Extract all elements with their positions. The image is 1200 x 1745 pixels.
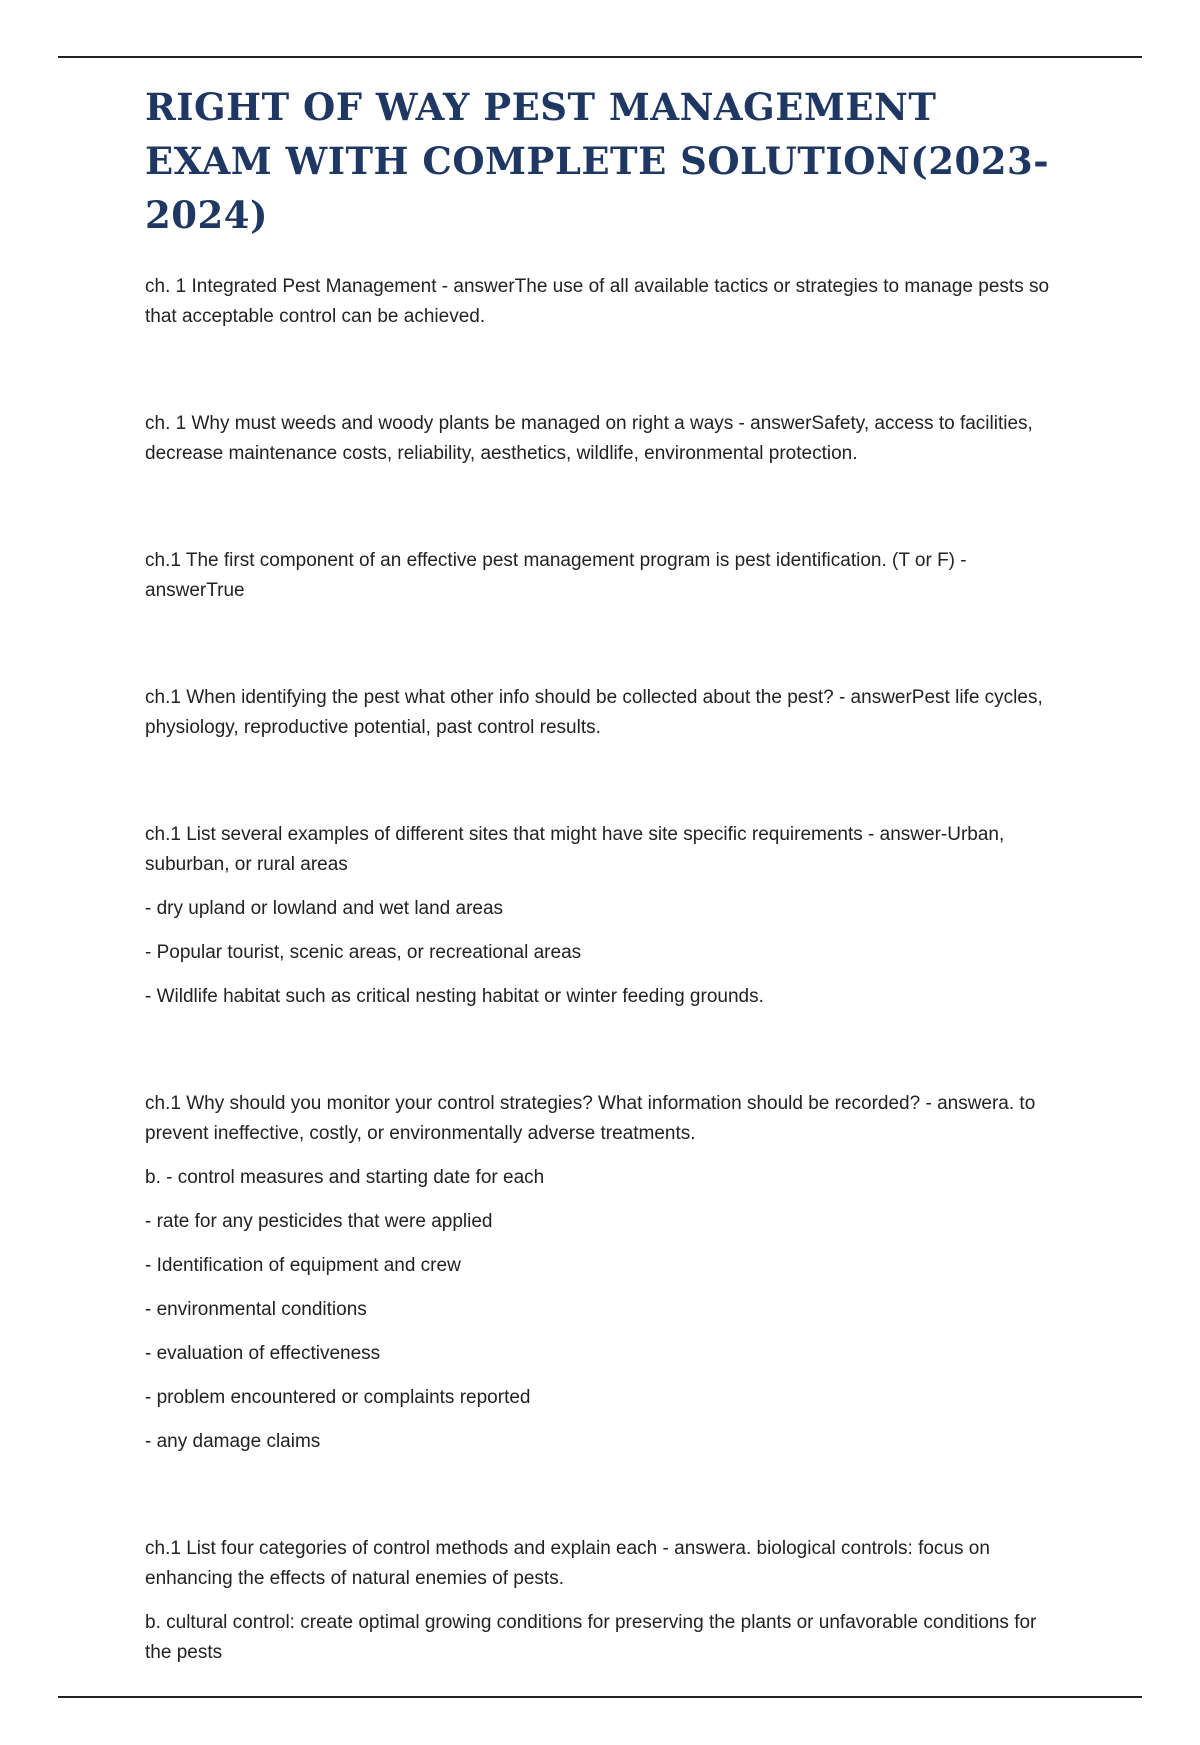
qa-line: - problem encountered or complaints reported: [145, 1387, 531, 1408]
bottom-rule: [58, 1696, 1142, 1698]
qa-item-5: [145, 820, 1065, 1012]
qa-line: - Identification of equipment and crew: [145, 1255, 461, 1276]
qa-line: b. - control measures and starting date for each: [145, 1167, 545, 1188]
qa-line: ch. 1 Integrated Pest Management - answerThe use of all available tactics or strategies to manage pests so that acceptable control can be achieved.: [145, 276, 1050, 327]
qa-line: - environmental conditions: [145, 1299, 367, 1320]
top-rule: [58, 56, 1142, 58]
qa-line: ch.1 List four categories of control methods and explain each - answera. biological controls: focus on enhancing the effects of natural enemies of pests.: [145, 1538, 990, 1589]
qa-item-7: [145, 1534, 1065, 1668]
qa-line: - evaluation of effectiveness: [145, 1343, 381, 1364]
qa-item-3: [145, 546, 1065, 606]
qa-line: ch. 1 Why must weeds and woody plants be managed on right a ways - answerSafety, access to facilities, decrease maintenance costs, reliability, aesthetics, wildlife, environmental protection.: [145, 413, 1033, 464]
qa-line: b. cultural control: create optimal growing conditions for preserving the plants or unfavorable conditions for the pests: [145, 1612, 1037, 1663]
qa-line: ch.1 Why should you monitor your control strategies? What information should be recorded? - answera. to prevent ineffective, costly, or environmentally adverse treatments.: [145, 1093, 1036, 1144]
qa-line: - rate for any pesticides that were applied: [145, 1211, 493, 1232]
qa-line: - Popular tourist, scenic areas, or recreational areas: [145, 942, 582, 963]
qa-item-4: [145, 683, 1065, 743]
qa-item-6: [145, 1089, 1065, 1457]
qa-line: - Wildlife habitat such as critical nesting habitat or winter feeding grounds.: [145, 986, 764, 1007]
document-page: [145, 80, 1065, 1745]
qa-line: ch.1 When identifying the pest what other info should be collected about the pest? - answerPest life cycles, physiology, reproductive potential, past control results.: [145, 687, 1043, 738]
qa-item-2: [145, 409, 1065, 469]
qa-line: - any damage claims: [145, 1431, 321, 1452]
qa-line: ch.1 The first component of an effective pest management program is pest identification. (T or F) - answerTrue: [145, 550, 967, 601]
qa-line: ch.1 List several examples of different sites that might have site specific requirements - answer-Urban, suburban, or rural areas: [145, 824, 1005, 875]
document-title: RIGHT OF WAY PEST MANAGEMENT EXAM WITH COMPLETE SOLUTION(2023-2024): [145, 85, 1050, 237]
qa-item-1: [145, 272, 1065, 332]
qa-line: - dry upland or lowland and wet land areas: [145, 898, 504, 919]
